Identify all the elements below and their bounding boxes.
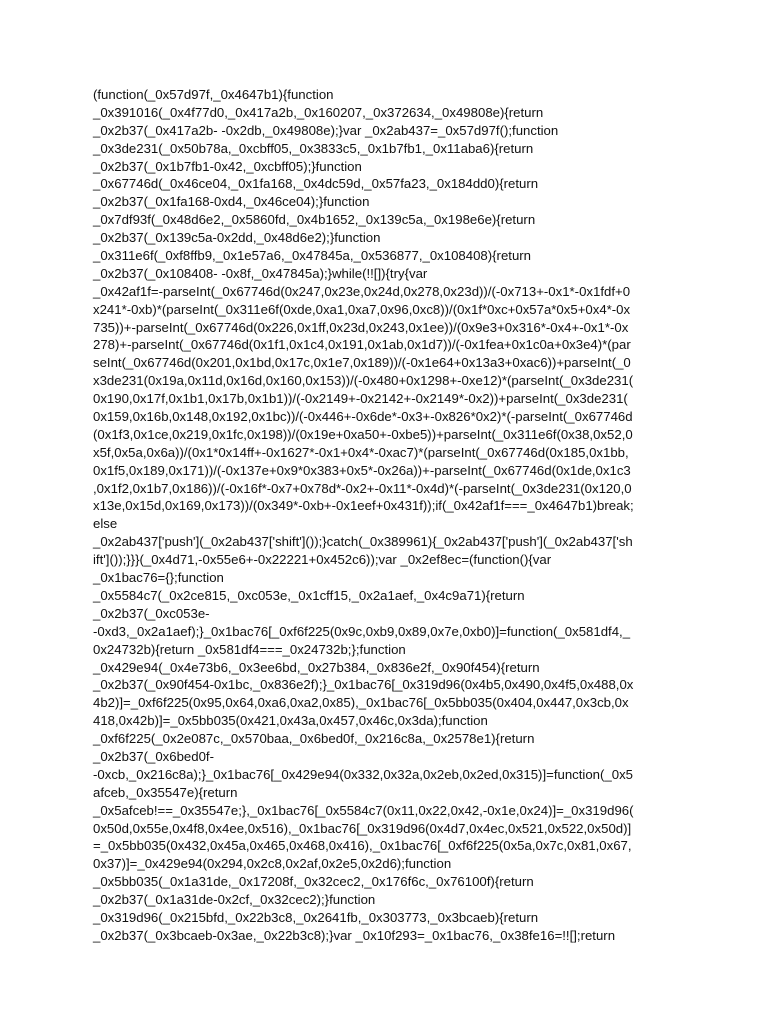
code-line: 0x1f5,0x189,0x171))/(-0x137e+0x9*0x383+0x5*-0x26a))+-parseInt(_0x67746d(0x1de,0x1c3: [93, 462, 631, 478]
code-line: 418,0x42b)]=_0x5bb035(0x421,0x43a,0x457,0x46c,0x3da);function: [93, 713, 488, 729]
code-line: _0x2b37(_0x1b7fb1-0x42,_0xcbff05);}function: [93, 158, 362, 174]
obfuscated-code-text: [93, 86, 683, 945]
code-line: else: [93, 516, 118, 532]
code-line: _0x2b37(_0x417a2b- -0x2db,_0x49808e);}var _0x2ab437=_0x57d97f();function: [93, 122, 559, 138]
code-line: _0x42af1f=-parseInt(_0x67746d(0x247,0x23e,0x24d,0x278,0x23d))/(-0x713+-0x1*-0x1fdf+0: [93, 283, 631, 299]
code-line: 0x50d,0x55e,0x4f8,0x4ee,0x516),_0x1bac76[_0x319d96(0x4d7,0x4ec,0x521,0x522,0x50d)]: [93, 820, 632, 836]
code-line: x241*-0xb)*(parseInt(_0x311e6f(0xde,0xa1,0xa7,0x96,0xc8))/(0x1f*0xc+0x57a*0x5+0x4*-0x: [93, 301, 631, 317]
code-line: 278)+-parseInt(_0x67746d(0x1f1,0x1c4,0x191,0x1ab,0x1d7))/(-0x1fea+0x1c0a+0x3e4)*(par: [93, 337, 631, 353]
code-line: _0x2b37(_0x3bcaeb-0x3ae,_0x22b3c8);}var _0x10f293=_0x1bac76,_0x38fe16=!![];return: [93, 927, 616, 943]
code-line: -0xd3,_0x2a1aef);}_0x1bac76[_0xf6f225(0x9c,0xb9,0x89,0x7e,0xb0)]=function(_0x581df4,_: [93, 623, 631, 639]
code-line: 0x37)]=_0x429e94(0x294,0x2c8,0x2af,0x2e5,0x2d6);function: [93, 856, 452, 872]
code-line: 4b2)]=_0xf6f225(0x95,0x64,0xa6,0xa2,0x85),_0x1bac76[_0x5bb035(0x404,0x447,0x3cb,0x: [93, 695, 629, 711]
code-line: _0x5584c7(_0x2ce815,_0xc053e,_0x1cff15,_0x2a1aef,_0x4c9a71){return: [93, 587, 525, 603]
code-line: (function(_0x57d97f,_0x4647b1){function: [93, 87, 334, 102]
code-line: ,0x1f2,0x1b7,0x186))/(-0x16f*-0x7+0x78d*-0x2+-0x11*-0x4d)*(-parseInt(_0x3de231(0x120,0: [93, 480, 632, 496]
code-line: _0x2ab437['push'](_0x2ab437['shift']());}catch(_0x389961){_0x2ab437['push'](_0x2ab437['sh: [93, 534, 633, 550]
code-line: x13e,0x15d,0x169,0x173))/(0x349*-0xb+-0x1eef+0x431f));if(_0x42af1f===_0x4647b1)break;: [93, 498, 634, 514]
code-line: _0xf6f225(_0x2e087c,_0x570baa,_0x6bed0f,_0x216c8a,_0x2578e1){return: [93, 731, 535, 747]
code-line: afceb,_0x35547e){return: [93, 784, 238, 800]
code-line: (0x1f3,0x1ce,0x219,0x1fc,0x198))/(0x19e+0xa50+-0xbe5))+parseInt(_0x311e6f(0x38,0x52,0: [93, 426, 633, 442]
code-line: _0x5bb035(_0x1a31de,_0x17208f,_0x32cec2,_0x176f6c,_0x76100f){return: [93, 874, 534, 890]
code-line: 735))+-parseInt(_0x67746d(0x226,0x1ff,0x23d,0x243,0x1ee))/(0x9e3+0x316*-0x4+-0x1*-0x: [93, 319, 629, 335]
code-line: _0x2b37(_0x90f454-0x1bc,_0x836e2f);}_0x1bac76[_0x319d96(0x4b5,0x490,0x4f5,0x488,0x: [93, 677, 634, 693]
code-line: x5f,0x5a,0x6a))/(0x1*0x14ff+-0x1627*-0x1+0x4*-0xac7)*(parseInt(_0x67746d(0x185,0x1bb,: [93, 444, 629, 460]
code-line: _0x7df93f(_0x48d6e2,_0x5860fd,_0x4b1652,_0x139c5a,_0x198e6e){return: [93, 212, 536, 228]
code-line: x3de231(0x19a,0x11d,0x16d,0x160,0x153))/(-0x480+0x1298+-0xe12)*(parseInt(_0x3de231(: [93, 373, 634, 389]
code-line: _0x5afceb!==_0x35547e;},_0x1bac76[_0x5584c7(0x11,0x22,0x42,-0x1e,0x24)]=_0x319d96(: [93, 802, 634, 818]
code-line: seInt(_0x67746d(0x201,0x1bd,0x17c,0x1e7,0x189))/(-0x1e64+0x13a3+0xac6))+parseInt(_0: [93, 355, 631, 371]
code-line: _0x2b37(_0x108408- -0x8f,_0x47845a);}while(!![]){try{var: [93, 265, 428, 281]
code-line: _0x2b37(_0x139c5a-0x2dd,_0x48d6e2);}function: [93, 230, 381, 246]
code-line: _0x2b37(_0x1a31de-0x2cf,_0x32cec2);}function: [93, 892, 376, 908]
code-line: 0x159,0x16b,0x148,0x192,0x1bc))/(-0x446+-0x6de*-0x3+-0x826*0x2)*(-parseInt(_0x67746d: [93, 409, 633, 425]
code-line: ift']());}}}(_0x4d71,-0x55e6+-0x22221+0x452c6));var _0x2ef8ec=(function(){var: [93, 552, 552, 568]
code-line: _0x2b37(_0xc053e-: [93, 605, 210, 621]
code-line: =_0x5bb035(0x432,0x45a,0x465,0x468,0x416),_0x1bac76[_0xf6f225(0x5a,0x7c,0x81,0x67,: [93, 838, 632, 854]
code-line: _0x2b37(_0x6bed0f-: [93, 748, 214, 764]
code-line: _0x1bac76={};function: [93, 570, 224, 586]
code-line: _0x2b37(_0x1fa168-0xd4,_0x46ce04);}function: [93, 194, 370, 210]
code-line: _0x3de231(_0x50b78a,_0xcbff05,_0x3833c5,_0x1b7fb1,_0x11aba6){return: [93, 140, 534, 156]
code-line: _0x67746d(_0x46ce04,_0x1fa168,_0x4dc59d,_0x57fa23,_0x184dd0){return: [93, 176, 539, 192]
code-line: _0x429e94(_0x4e73b6,_0x3ee6bd,_0x27b384,_0x836e2f,_0x90f454){return: [93, 659, 540, 675]
code-line: _0x319d96(_0x215bfd,_0x22b3c8,_0x2641fb,_0x303773,_0x3bcaeb){return: [93, 909, 539, 925]
code-line: _0x391016(_0x4f77d0,_0x417a2b,_0x160207,_0x372634,_0x49808e){return: [93, 104, 544, 120]
code-line: 0x24732b){return _0x581df4===_0x24732b;};function: [93, 641, 406, 657]
code-line: _0x311e6f(_0xf8ffb9,_0x1e57a6,_0x47845a,_0x536877,_0x108408){return: [93, 248, 532, 264]
code-line: 0x190,0x17f,0x1b1,0x17b,0x1b1))/(-0x2149+-0x2142+-0x2149*-0x2))+parseInt(_0x3de231(: [93, 391, 628, 407]
code-line: -0xcb,_0x216c8a);}_0x1bac76[_0x429e94(0x332,0x32a,0x2eb,0x2ed,0x315)]=function(_0x5: [93, 766, 633, 782]
